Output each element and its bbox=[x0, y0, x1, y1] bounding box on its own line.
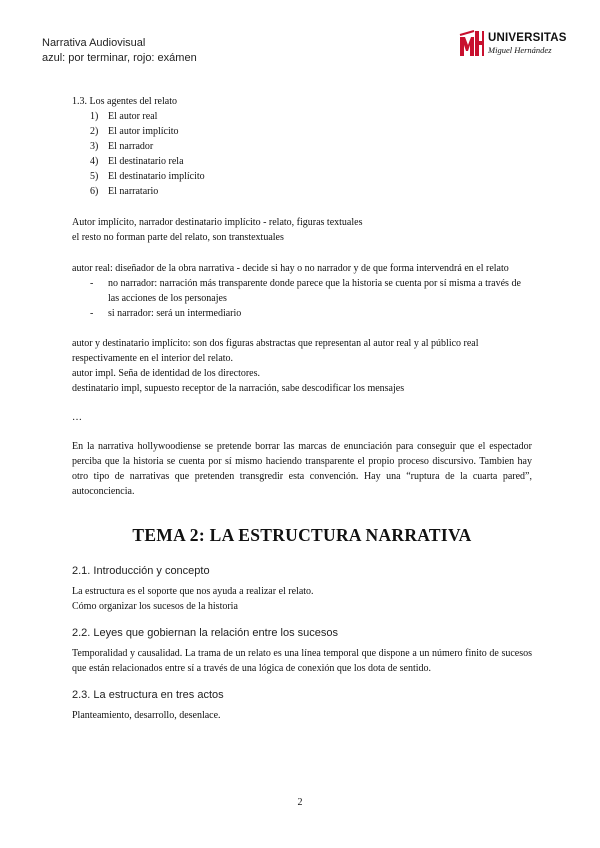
list-item: - no narrador: narración más transparente donde parece que la historia se cuenta por sí misma a través de las acciones de los personajes bbox=[90, 278, 521, 304]
paragraph: Autor implícito, narrador destinatario implícito - relato, figuras textuales bbox=[72, 217, 363, 228]
page-body bbox=[72, 94, 532, 723]
section-1-3-title: 1.3. Los agentes del relato bbox=[72, 96, 177, 107]
header-legend: azul: por terminar, rojo: exámen bbox=[42, 52, 197, 64]
paragraph: La estructura es el soporte que nos ayuda a realizar el relato. bbox=[72, 586, 314, 597]
paragraph: autor y destinatario implícito: son dos figuras abstractas que representan al autor real y al público real respectivamente en el interior del relato. bbox=[72, 338, 479, 364]
agents-list bbox=[72, 109, 532, 199]
narrator-bullets bbox=[72, 276, 532, 321]
university-logo bbox=[458, 29, 568, 59]
paragraph: Temporalidad y causalidad. La trama de un relato es una línea temporal que dispone a un número finito de sucesos que están relacionados entre sí a través de una lógica de conexión que los dota de sentido. bbox=[72, 648, 532, 674]
list-item: 2) El autor implícito bbox=[90, 126, 179, 137]
ellipsis: … bbox=[72, 412, 82, 423]
paragraph: autor real: diseñador de la obra narrativa - decide si hay o no narrador y de que forma intervendrá en el relato bbox=[72, 263, 509, 274]
list-item: 4) El destinatario rela bbox=[90, 156, 184, 167]
paragraph: Planteamiento, desarrollo, desenlace. bbox=[72, 710, 221, 721]
document-header bbox=[42, 36, 197, 66]
paragraph: el resto no forman parte del relato, son transtextuales bbox=[72, 232, 284, 243]
list-item: - si narrador: será un intermediario bbox=[90, 308, 242, 319]
section-title: 2.1. Introducción y concepto bbox=[72, 565, 210, 577]
list-item: 1) El autor real bbox=[90, 111, 158, 122]
list-item: 3) El narrador bbox=[90, 141, 154, 152]
header-course-title: Narrativa Audiovisual bbox=[42, 37, 146, 49]
section-title: 2.2. Leyes que gobiernan la relación entre los sucesos bbox=[72, 627, 339, 639]
paragraph: En la narrativa hollywoodiense se pretende borrar las marcas de enunciación para conseguir que el espectador perciba que la historia se cuenta por sí mismo haciendo transparente el propio proceso discursivo. Tambien hay otro tipo de narrativas que pretenden transgredir esta convención. Hay una “ruptura de la cuarta pared”, autoconciencia. bbox=[72, 441, 532, 497]
section-title: 2.3. La estructura en tres actos bbox=[72, 689, 224, 701]
paragraph: autor impl. Seña de identidad de los directores. bbox=[72, 368, 261, 379]
logo-wordmark: UNIVERSITAS bbox=[488, 32, 567, 44]
list-item: 6) El narratario bbox=[90, 186, 159, 197]
chapter-title: TEMA 2: LA ESTRUCTURA NARRATIVA bbox=[132, 525, 472, 545]
paragraph: destinatario impl, supuesto receptor de la narración, sabe descodificar los mensajes bbox=[72, 383, 405, 394]
umh-logo-icon bbox=[458, 29, 485, 58]
paragraph: Cómo organizar los sucesos de la historia bbox=[72, 601, 238, 612]
list-item: 5) El destinatario implícito bbox=[90, 171, 205, 182]
logo-subtitle: Miguel Hernández bbox=[488, 45, 552, 55]
page-number: 2 bbox=[297, 797, 303, 808]
